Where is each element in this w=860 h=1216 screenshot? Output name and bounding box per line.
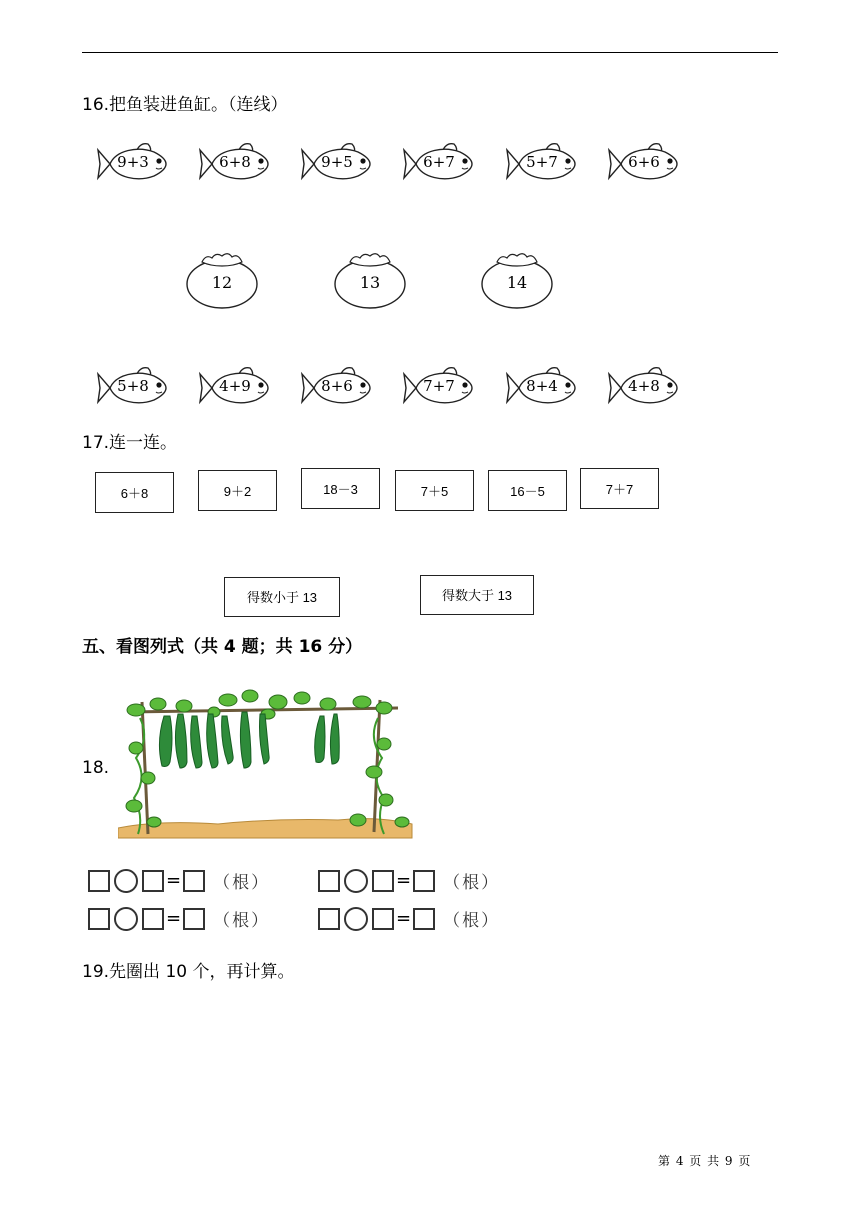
fish-expression: 6+6 xyxy=(628,153,660,171)
expression-card-text: 18－3 xyxy=(323,482,358,497)
unit-label: （根） xyxy=(213,873,271,893)
fish-card[interactable] xyxy=(607,138,679,190)
fish-expression: 7+7 xyxy=(423,377,455,395)
fish-card[interactable] xyxy=(198,362,270,414)
target-card-less[interactable] xyxy=(224,577,340,617)
answer-box[interactable] xyxy=(88,870,110,892)
expression-card[interactable] xyxy=(395,470,474,511)
answer-box[interactable] xyxy=(183,908,205,930)
equals-sign: = xyxy=(166,870,182,891)
answer-row xyxy=(88,906,270,931)
fish-card[interactable] xyxy=(96,138,168,190)
fish-card[interactable] xyxy=(607,362,679,414)
fish-card[interactable] xyxy=(198,138,270,190)
fish-tank[interactable] xyxy=(184,246,260,310)
operator-circle[interactable] xyxy=(344,869,368,893)
fish-expression: 9+3 xyxy=(117,153,149,171)
fish-expression: 6+8 xyxy=(219,153,251,171)
expression-card-text: 7＋5 xyxy=(420,484,449,499)
answer-box[interactable] xyxy=(318,870,340,892)
fish-expression: 6+7 xyxy=(423,153,455,171)
operator-circle[interactable] xyxy=(114,869,138,893)
answer-box[interactable] xyxy=(88,908,110,930)
expression-card[interactable] xyxy=(580,468,659,509)
tank-number: 13 xyxy=(359,273,381,292)
expression-card-text: 16－5 xyxy=(510,484,545,499)
answer-row xyxy=(318,906,500,931)
target-card-text: 得数小于 13 xyxy=(246,590,318,605)
page-footer: 第 4 页 共 9 页 xyxy=(658,1154,752,1168)
fish-expression: 5+7 xyxy=(526,153,558,171)
q18-label: 18. xyxy=(82,758,110,778)
fish-card[interactable] xyxy=(300,138,372,190)
fish-card[interactable] xyxy=(505,138,577,190)
answer-box[interactable] xyxy=(413,870,435,892)
fish-tank[interactable] xyxy=(332,246,408,310)
answer-box[interactable] xyxy=(372,870,394,892)
section-title: 五、看图列式（共 4 题；共 16 分） xyxy=(82,637,363,657)
expression-card[interactable] xyxy=(198,470,277,511)
q17-title: 17.连一连。 xyxy=(82,433,178,453)
expression-card[interactable] xyxy=(488,470,567,511)
target-card-text: 得数大于 13 xyxy=(441,588,513,603)
operator-circle[interactable] xyxy=(344,907,368,931)
answer-box[interactable] xyxy=(318,908,340,930)
fish-expression: 4+9 xyxy=(219,377,251,395)
header-rule xyxy=(82,52,778,53)
fish-expression: 9+5 xyxy=(321,153,353,171)
answer-box[interactable] xyxy=(183,870,205,892)
cucumber-trellis-illustration xyxy=(118,688,414,840)
expression-card-text: 7＋7 xyxy=(605,482,634,497)
fish-expression: 8+4 xyxy=(526,377,558,395)
operator-circle[interactable] xyxy=(114,907,138,931)
equals-sign: = xyxy=(396,870,412,891)
expression-card-text: 6＋8 xyxy=(120,486,149,501)
fish-card[interactable] xyxy=(96,362,168,414)
expression-card[interactable] xyxy=(301,468,380,509)
unit-label: （根） xyxy=(443,911,501,931)
unit-label: （根） xyxy=(443,873,501,893)
fish-card[interactable] xyxy=(300,362,372,414)
q19-title: 19.先圈出 10 个，再计算。 xyxy=(82,962,295,982)
answer-box[interactable] xyxy=(372,908,394,930)
fish-expression: 5+8 xyxy=(117,377,149,395)
q16-title: 16.把鱼装进鱼缸。（连线） xyxy=(82,95,288,115)
equals-sign: = xyxy=(166,908,182,929)
answer-row xyxy=(88,868,270,893)
answer-box[interactable] xyxy=(413,908,435,930)
fish-expression: 8+6 xyxy=(321,377,353,395)
target-card-greater[interactable] xyxy=(420,575,534,615)
answer-box[interactable] xyxy=(142,908,164,930)
answer-row xyxy=(318,868,500,893)
fish-card[interactable] xyxy=(402,362,474,414)
equals-sign: = xyxy=(396,908,412,929)
fish-expression: 4+8 xyxy=(628,377,660,395)
fish-tank[interactable] xyxy=(479,246,555,310)
fish-card[interactable] xyxy=(402,138,474,190)
expression-card[interactable] xyxy=(95,472,174,513)
answer-box[interactable] xyxy=(142,870,164,892)
expression-card-text: 9＋2 xyxy=(223,484,252,499)
tank-number: 14 xyxy=(506,273,528,292)
unit-label: （根） xyxy=(213,911,271,931)
tank-number: 12 xyxy=(211,273,233,292)
fish-card[interactable] xyxy=(505,362,577,414)
